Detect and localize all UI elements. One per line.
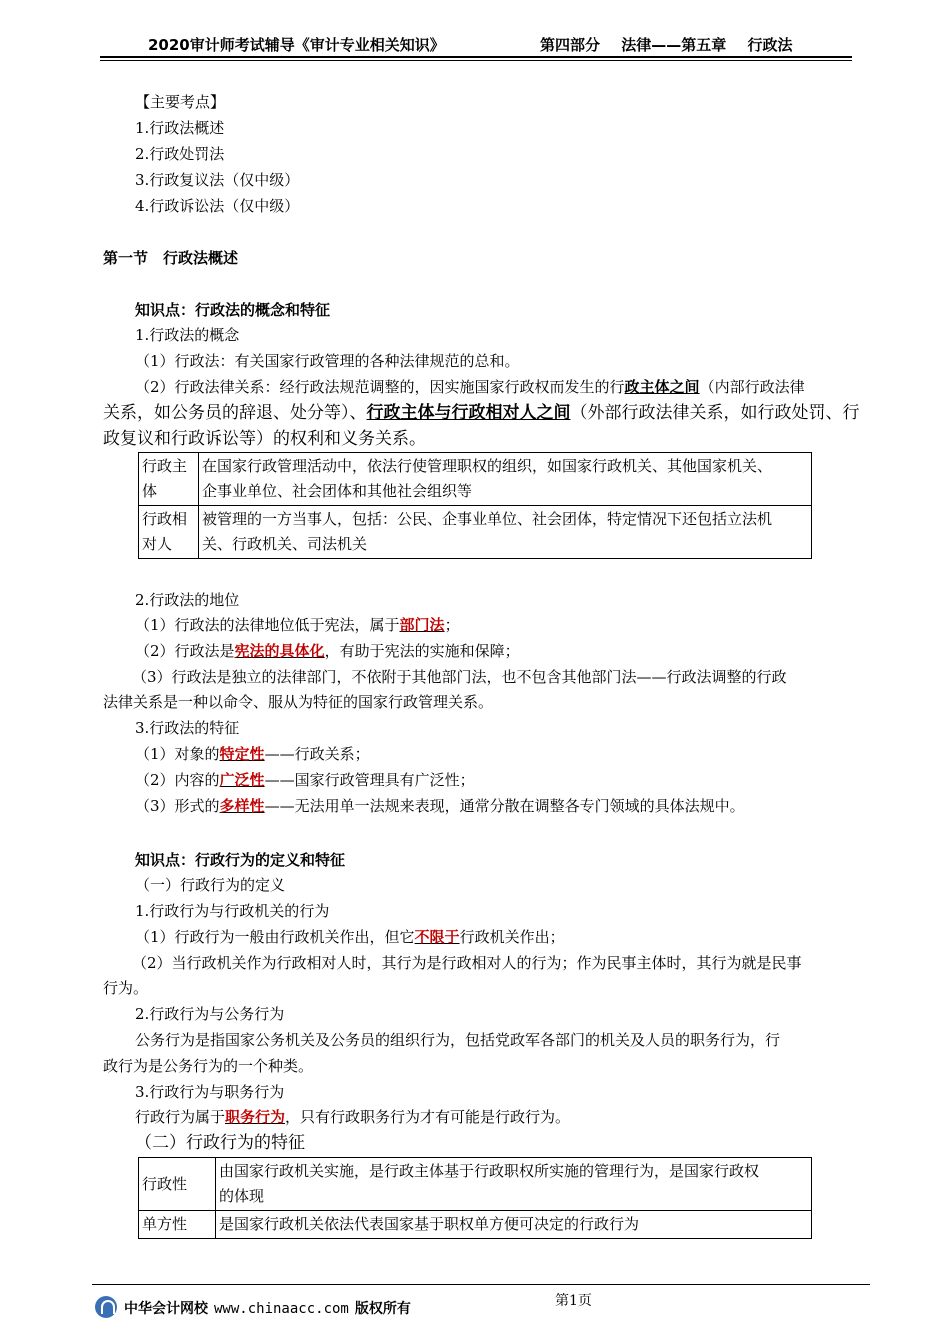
header-divider <box>100 60 852 61</box>
footer-divider <box>92 1284 870 1285</box>
highlight-term: 多样性 <box>219 797 265 815</box>
subheading-d1: 1.行政行为与行政机关的行为 <box>135 902 330 920</box>
table-row <box>139 1211 812 1239</box>
feature-item-1: （1）对象的特定性——行政关系； <box>135 745 370 763</box>
table-cell-definition: 被管理的一方当事人，包括：公民、企事业单位、社会团体，特定情况下还包括立法机 关、行政机关、司法机关 <box>199 506 812 559</box>
table-cell-definition: 由国家行政机关实施，是行政主体基于行政职权所实施的管理行为，是国家行政权 的体现 <box>216 1158 812 1211</box>
feature-item-2: （2）内容的广泛性——国家行政管理具有广泛性； <box>135 771 475 789</box>
header-chapter: 法律——第五章 <box>621 36 727 54</box>
brand-logo-icon <box>95 1296 117 1318</box>
subheading-concept: 1.行政法的概念 <box>135 326 240 344</box>
copyright: 版权所有 <box>354 1301 411 1317</box>
table-cell-term: 行政主 体 <box>139 453 199 506</box>
key-point-item: 1.行政法概述 <box>135 119 225 137</box>
subheading-features: 3.行政法的特征 <box>135 719 240 737</box>
knowledge-point-title: 知识点：行政行为的定义和特征 <box>135 851 346 869</box>
subheading-status: 2.行政法的地位 <box>135 591 240 609</box>
status-item-1: （1）行政法的法律地位低于宪法，属于部门法； <box>135 616 460 634</box>
feature-item-3: （3）形式的多样性——无法用单一法规来表现，通常分散在调整各专门领域的具体法规中。 <box>135 797 745 815</box>
concept-item-2-cont: 关系，如公务员的辞退、处分等）、行政主体与行政相对人之间（外部行政法律关系，如行政处罚、行 <box>103 403 860 423</box>
definition-item-1: （1）行政行为一般由行政机关作出，但它不限于行政机关作出； <box>135 928 565 946</box>
page-header <box>100 30 852 58</box>
status-item-3-cont: 法律关系是一种以命令、服从为特征的国家行政管理关系。 <box>103 693 494 711</box>
header-topic: 行政法 <box>747 36 793 54</box>
table-cell-definition: 是国家行政机关依法代表国家基于职权单方便可决定的行政行为 <box>216 1211 812 1239</box>
concept-item-2-end: 政复议和行政诉讼等）的权利和义务关系。 <box>103 429 426 449</box>
highlight-term: 广泛性 <box>219 771 265 789</box>
definition-text-cont: 政行为是公务行为的一个种类。 <box>103 1057 314 1075</box>
key-point-item: 2.行政处罚法 <box>135 145 225 163</box>
brand-name: 中华会计网校 <box>124 1301 208 1317</box>
highlight-term: 不限于 <box>414 928 460 946</box>
table-row <box>139 1158 812 1211</box>
definition-item-2: （2）当行政机关作为行政相对人时，其行为是行政相对人的行为；作为民事主体时，其行为就是民事 <box>132 954 802 972</box>
table-row <box>139 453 812 506</box>
definition-item-2-cont: 行为。 <box>103 979 149 997</box>
key-point-item: 3.行政复议法（仅中级） <box>135 171 300 189</box>
concept-item-2: （2）行政法律关系：经行政法规范调整的，因实施国家行政权而发生的行政主体之间（内部行政法律 <box>135 378 805 396</box>
highlight-term: 政主体之间 <box>624 378 700 396</box>
highlight-term: 职务行为 <box>225 1108 286 1126</box>
table-cell-term: 行政相 对人 <box>139 506 199 559</box>
header-chapter-info <box>540 34 809 55</box>
section-title: 第一节 行政法概述 <box>103 249 239 267</box>
header-part: 第四部分 <box>540 36 601 54</box>
highlight-term: 宪法的具体化 <box>234 642 325 660</box>
brand-url[interactable]: www.chinaacc.com <box>214 1301 349 1317</box>
table-row <box>139 506 812 559</box>
highlight-term: 行政主体与行政相对人之间 <box>366 403 571 423</box>
definition-text: 公务行为是指国家公务机关及公务员的组织行为，包括党政军各部门的机关及人员的职务行为，行 <box>135 1031 781 1049</box>
key-points-heading: 【主要考点】 <box>135 93 226 111</box>
header-title: 2020审计师考试辅导《审计专业相关知识》 <box>148 36 445 54</box>
footer-brand <box>124 1298 411 1318</box>
table-cell-term: 单方性 <box>139 1211 216 1239</box>
table-cell-term: 行政性 <box>139 1158 216 1211</box>
concept-item-1: （1）行政法：有关国家行政管理的各种法律规范的总和。 <box>135 352 520 370</box>
key-point-item: 4.行政诉讼法（仅中级） <box>135 197 300 215</box>
table-cell-definition: 在国家行政管理活动中，依法行使管理职权的组织，如国家行政机关、其他国家机关、 企事业单位、社会团体和其他社会组织等 <box>199 453 812 506</box>
knowledge-point-title: 知识点：行政法的概念和特征 <box>135 301 331 319</box>
status-item-2: （2）行政法是宪法的具体化，有助于宪法的实施和保障； <box>135 642 520 660</box>
subheading-features: （二）行政行为的特征 <box>135 1133 305 1153</box>
subheading-definition: （一）行政行为的定义 <box>135 876 286 894</box>
action-features-table <box>138 1157 812 1239</box>
page-number: 第1页 <box>555 1293 592 1309</box>
subheading-d2: 2.行政行为与公务行为 <box>135 1005 285 1023</box>
status-item-3: （3）行政法是独立的法律部门，不依附于其他部门法，也不包含其他部门法——行政法调整的行政 <box>132 668 787 686</box>
highlight-term: 特定性 <box>219 745 265 763</box>
subheading-d3: 3.行政行为与职务行为 <box>135 1083 285 1101</box>
highlight-term: 部门法 <box>399 616 445 634</box>
subject-definition-table <box>138 452 812 559</box>
definition-text: 行政行为属于职务行为，只有行政职务行为才有可能是行政行为。 <box>135 1108 571 1126</box>
